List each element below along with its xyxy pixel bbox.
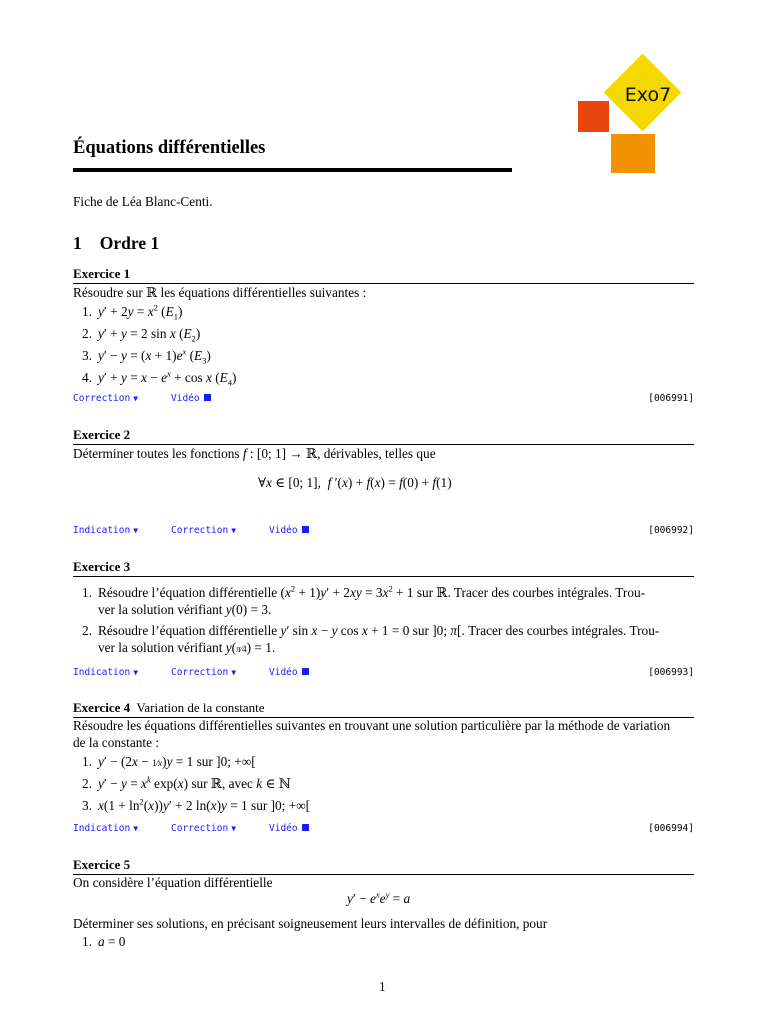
list-item: 1. Résoudre l’équation différentielle $(x^2 + 1)y' + 2xy = 3x^2 + 1$ sur ℝ. Tracer des courbes intégrales. Trou- ver la solution vérifiant y(0) = 3. [82, 583, 646, 617]
exercise-5-equation: $y' - e^xe^y = a$ [347, 889, 411, 906]
video-icon [302, 526, 309, 533]
exercise-3-title: Exercice 3 [73, 559, 131, 574]
indication-link[interactable]: Indication ▼ [73, 823, 139, 834]
exercise-code: [006993] [648, 667, 694, 678]
exercise-5-intro: On considère l’équation différentielle [73, 875, 273, 890]
exercise-1-list [82, 302, 237, 392]
exercise-4-subtitle: Variation de la constante [136, 700, 265, 715]
exercise-code: [006991] [648, 393, 694, 404]
list-item: 2. y′ + y = 2 sin x $(E_2)$ [82, 326, 201, 344]
section-title: Ordre 1 [99, 233, 160, 253]
exercise-code: [006994] [648, 823, 694, 834]
exercise-3-links [73, 667, 694, 681]
list-item: 2. Résoudre l’équation différentielle y′ sin x − y cos x + 1 = 0 sur ]0; π[. Tracer des courbes intégrales. Trou- ver la solution vérifiant y(π⁄4) = 1. [82, 623, 660, 655]
section-number: 1 [73, 233, 82, 253]
correction-link[interactable]: Correction ▼ [171, 823, 237, 834]
exercise-1-title: Exercice 1 [73, 266, 131, 281]
exercise-2-links [73, 525, 694, 539]
exercise-4-intro-cont: de la constante : [73, 735, 160, 750]
exercise-4-intro: Résoudre les équations différentielles suivantes en trouvant une solution particulière par la méthode de variation [73, 718, 671, 733]
video-icon [302, 668, 309, 675]
exercise-2-intro-line: Déterminer toutes les fonctions f : [0; 1] → ℝ, dérivables, telles que [73, 446, 436, 461]
video-link[interactable]: Vidéo [269, 667, 309, 678]
logo-text: Exo7 [624, 84, 672, 106]
exercise-4-list [82, 754, 311, 820]
list-item: 4. $y' + y = x - e^x + \cos x$ $(E_4)$ [82, 368, 237, 388]
exercise-5-list [82, 934, 126, 956]
exo7-logo [575, 58, 695, 173]
video-link[interactable]: Vidéo [171, 393, 211, 404]
author-line: Fiche de Léa Blanc-Centi. [73, 194, 213, 209]
exercise-2-intro: Déterminer toutes les fonctions [73, 446, 240, 461]
logo-red-square [578, 101, 609, 132]
video-icon [204, 394, 211, 401]
list-item: 1. y′ − (2x − 1⁄x)y = 1 sur ]0; +∞[ [82, 754, 256, 769]
exercise-4-heading [73, 700, 265, 716]
video-icon [302, 824, 309, 831]
indication-link[interactable]: Indication ▼ [73, 525, 139, 536]
logo-orange-square [611, 134, 655, 173]
list-item: 3. $x(1 + \ln^2(x))y' + 2$ ln(x)y = 1 sur ]0; +∞[ [82, 796, 311, 813]
exercise-5-after: Déterminer ses solutions, en précisant soigneusement leurs intervalles de définition, pour [73, 916, 548, 931]
list-item: 1. a = 0 [82, 934, 126, 949]
exercise-2-equation: ∀x ∈ [0; 1], f ′(x) + f(x) = f(0) + f(1) [258, 475, 452, 490]
correction-link[interactable]: Correction ▼ [171, 667, 237, 678]
exercise-1-intro: Résoudre sur ℝ les équations différentielles suivantes : [73, 285, 367, 300]
exercise-2-title: Exercice 2 [73, 427, 131, 442]
page-number: 1 [379, 979, 386, 994]
correction-link[interactable]: Correction ▼ [73, 393, 139, 404]
list-item: 1. $y' + 2y = x^2$ $(E_1)$ [82, 302, 183, 322]
page-title: Équations différentielles [73, 138, 266, 158]
exercise-code: [006992] [648, 525, 694, 536]
exercise-3-rule [73, 576, 694, 577]
video-link[interactable]: Vidéo [269, 525, 309, 536]
video-link[interactable]: Vidéo [269, 823, 309, 834]
exercise-3-list [82, 583, 694, 660]
exercise-5-title: Exercice 5 [73, 857, 131, 872]
exercise-4-title: Exercice 4 [73, 700, 131, 715]
exercise-4-links [73, 823, 694, 837]
list-item: 2. $y' - y = x^k$ exp(x) sur ℝ, avec k ∈ ℕ [82, 774, 291, 791]
indication-link[interactable]: Indication ▼ [73, 667, 139, 678]
exercise-1-links [73, 393, 694, 407]
title-rule [73, 168, 512, 172]
section-heading [73, 233, 159, 254]
list-item: 3. $y' - y = (x + 1)e^x$ $(E_3)$ [82, 346, 211, 366]
correction-link[interactable]: Correction ▼ [171, 525, 237, 536]
